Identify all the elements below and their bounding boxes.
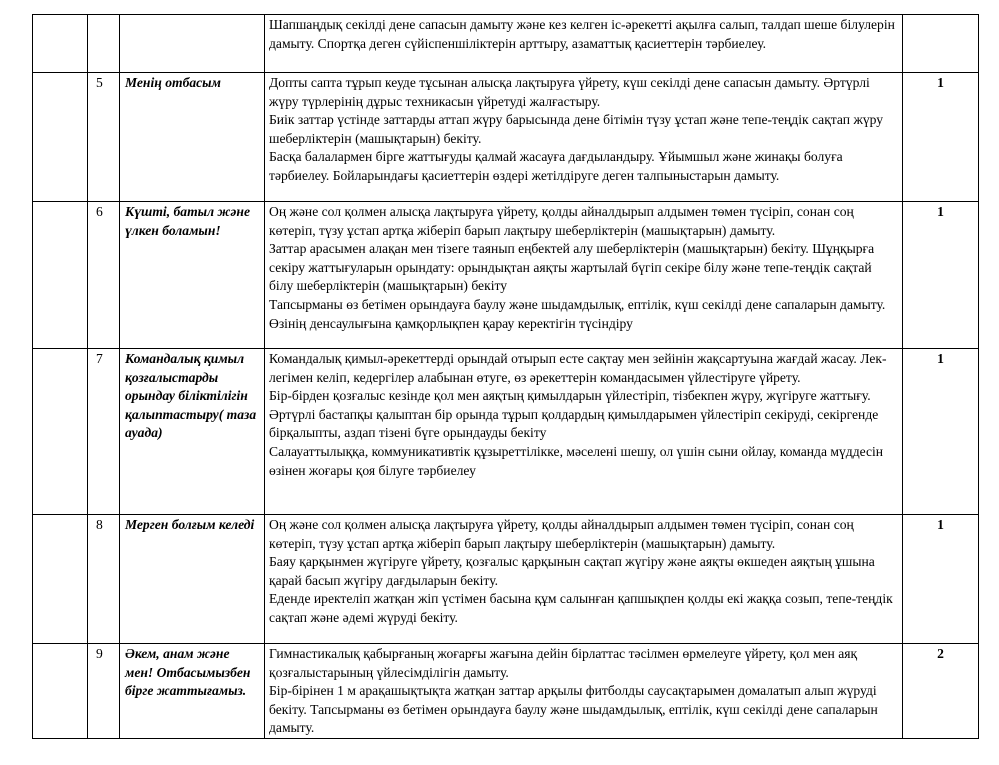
row-number: 6 [88,202,120,349]
lesson-plan-table [32,14,979,739]
topic-cell [120,15,265,73]
table-row [33,73,979,202]
hours-cell: 2 [903,644,979,739]
table-row [33,202,979,349]
blank-cell [33,15,88,73]
content-cell: Гимнастикалық қабырғаның жоғарғы жағына дейін бірлаттас тәсілмен өрмелеуге үйрету, қол мен аяқ қозғалыстарының үйлесімділігін дамыту. Бір-бірінен 1 м арақашықтықта жатқан заттар арқылы фитболды саусақтарымен домалатып алып жүруді бекіту. Тапсырманы өз бетімен орындауға баулу және шыдамдылық, ептілік, күш секілді дене сапаларын дамыту. [265,644,903,739]
table-row [33,644,979,739]
content-cell: Командалық қимыл-әрекеттерді орындай отырып есте сақтау мен зейінін жақсартуына жағдай жасау. Лек-легімен келіп, кедергілер алабынан өтуге, өз әрекеттерін командасымен үйлестіруге үйрету. Бір-бірден қозғалыс кезінде қол мен аяқтың қимылдарын үйлестіріп, тізбекпен жүру, жүгіруге жаттығу. Әртүрлі бастапқы қалыптан бір орында тұрып қолдардың қимылдарымен үйлестіріп секіруді, секіргенде бірқалыпты, аздап тізені бүге орындауды бекіту Салауаттылыққа, коммуникативтік құзыреттілікке, мәселені шешу, ол үшін сыни ойлау, команда мүддесін өзінен жоғары қоя білуге тәрбиелеу [265,349,903,515]
topic-cell: Әкем, анам және мен! Отбасымызбен бірге жаттығамыз. [120,644,265,739]
blank-cell [33,73,88,202]
hours-cell: 1 [903,515,979,644]
hours-cell [903,15,979,73]
content-cell: Допты сапта тұрып кеуде тұсынан алысқа лақтыруға үйрету, күш секілді дене сапасын дамыту. Әртүрлі жүру түрлерінің дұрыс техникасын үйретуді жалғастыру. Биік заттар үстінде заттарды аттап жүру барысында дене бітімін түзу ұстап және тепе-теңдік сақтап жүру шеберліктерін (машықтарын) бекіту. Басқа балалармен бірге жаттығуды қалмай жасауға дағдыландыру. Ұйымшыл және жинақы болуға тәрбиелеу. Бойларындағы қасиеттерін өздері жетілдіруге деген талпыныстарын дамыту. [265,73,903,202]
topic-cell: Менің отбасым [120,73,265,202]
row-number: 9 [88,644,120,739]
topic-cell: Мерген болғым келеді [120,515,265,644]
blank-cell [33,644,88,739]
topic-cell: Командалық қимыл қозғалыстарды орындау біліктілігін қалыптастыру( таза ауада) [120,349,265,515]
content-cell: Оң және сол қолмен алысқа лақтыруға үйрету, қолды айналдырып алдымен төмен түсіріп, сонан соң көтеріп, түзу ұстап артқа жіберіп барып лақтыру шеберліктерін (машықтарын) дамыту. Заттар арасымен алақан мен тізеге таянып еңбектей алу шеберліктерін (машықтарын) бекіту. Шұңқырға секіру жаттығуларын орындату: орындықтан аяқты жартылай бүгіп секіре білу және тепе-теңдік сақтай білу шеберліктерін (машықтарын) бекіту Тапсырманы өз бетімен орындауға баулу және шыдамдылық, ептілік, күш секілді дене сапаларын дамыту. Өзінің денсаулығына қамқорлықпен қарау керектігін түсіндіру [265,202,903,349]
hours-cell: 1 [903,349,979,515]
hours-cell: 1 [903,73,979,202]
row-number: 7 [88,349,120,515]
row-number: 8 [88,515,120,644]
table-row [33,15,979,73]
topic-cell: Күшті, батыл және үлкен боламын! [120,202,265,349]
blank-cell [33,515,88,644]
content-cell: Шапшаңдық секілді дене сапасын дамыту және кез келген іс-әрекетті ақылға салып, талдап шеше білулерін дамыту. Спортқа деген сүйіспеншіліктерін арттыру, азаматтық қасиеттерін тәрбиелеу. [265,15,903,73]
content-cell: Оң және сол қолмен алысқа лақтыруға үйрету, қолды айналдырып алдымен төмен түсіріп, сонан соң көтеріп, түзу ұстап артқа жіберіп барып лақтыру шеберліктерін (машықтарын) дамыту. Баяу қарқынмен жүгіруге үйрету, қозғалыс қарқынын сақтап жүгіру және аяқты өкшеден аяқтың ұшына қарай басып жүгіру дағдыларын бекіту. Еденде иректеліп жатқан жіп үстімен басына құм салынған қапшықпен қолды екі жаққа созып, тепе-теңдік сақтап және әдемі жүруді бекіту. [265,515,903,644]
blank-cell [33,349,88,515]
table-row [33,349,979,515]
table-row [33,515,979,644]
blank-cell [33,202,88,349]
row-number [88,15,120,73]
hours-cell: 1 [903,202,979,349]
row-number: 5 [88,73,120,202]
